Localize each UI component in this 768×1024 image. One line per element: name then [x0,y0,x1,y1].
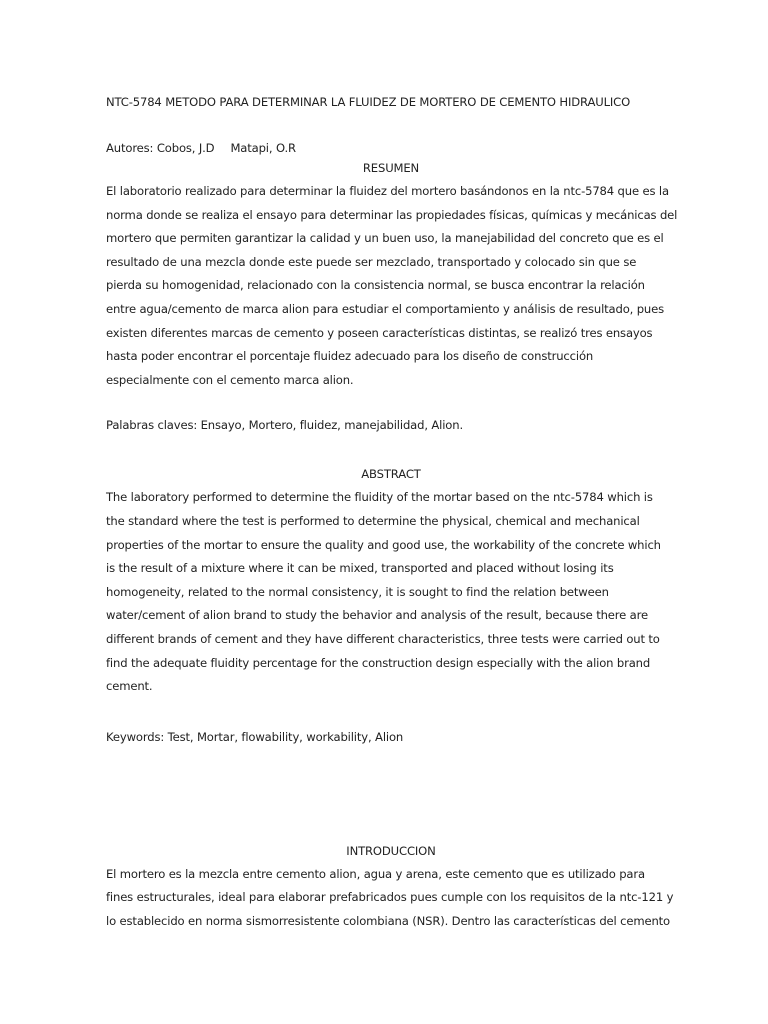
resumen-paragraph [106,180,678,392]
abstract-line: homogeneity, related to the normal consistency, it is sought to find the relation between [106,584,609,599]
resumen-heading: RESUMEN [362,161,420,175]
resumen-line: entre agua/cemento de marca alion para estudiar el comportamiento y análisis de resultado, pues [106,301,664,316]
resumen-line: El laboratorio realizado para determinar la fluidez del mortero basándonos en la ntc-5784 que es la [106,184,669,198]
authors-line [106,140,666,156]
resumen-line: resultado de una mezcla donde este puede ser mezclado, transportado y colocado sin que se [106,254,637,269]
introduccion-line: El mortero es la mezcla entre cemento alion, agua y arena, este cemento que es utilizado para [106,866,645,881]
introduccion-heading: INTRODUCCION [346,843,436,858]
abstract-line: The laboratory performed to determine the fluidity of the mortar based on the ntc-5784 which is [106,490,653,505]
keywords-english: Keywords: Test, Mortar, flowability, workability, Alion [106,729,404,744]
abstract-line: find the adequate fluidity percentage for the construction design especially with the alion brand [106,655,651,670]
abstract-line: properties of the mortar to ensure the quality and good use, the workability of the concrete which [106,537,661,552]
abstract-line: water/cement of alion brand to study the behavior and analysis of the result, because there are [106,608,648,623]
resumen-line: existen diferentes marcas de cemento y poseen características distintas, se realizó tres ensayos [106,325,653,340]
introduccion-paragraph [106,863,674,934]
abstract-line: different brands of cement and they have different characteristics, three tests were carried out to [106,631,660,646]
resumen-line: norma donde se realiza el ensayo para determinar las propiedades físicas, químicas y mecánicas del [106,207,678,222]
introduccion-line: lo establecido en norma sismorresistente colombiana (NSR). Dentro las características del cemento [106,913,670,928]
document-body [106,94,678,933]
abstract-heading: ABSTRACT [361,467,421,482]
resumen-line: especialmente con el cemento marca alion. [106,372,354,387]
resumen-line: mortero que permiten garantizar la calidad y un buen uso, la manejabilidad del concreto que es el [106,231,664,246]
abstract-line: cement. [106,679,153,694]
author-primary: Autores: Cobos, J.D [106,141,215,155]
document-title: NTC-5784 METODO PARA DETERMINAR LA FLUIDEZ DE MORTERO DE CEMENTO HIDRAULICO [106,95,631,109]
abstract-paragraph [106,486,666,698]
abstract-line: is the result of a mixture where it can be mixed, transported and placed without losing its [106,561,614,576]
introduccion-line: fines estructurales, ideal para elaborar prefabricados pues cumple con los requisitos de la ntc-121 y [106,890,674,905]
resumen-line: hasta poder encontrar el porcentaje fluidez adecuado para los diseño de construcción [106,349,594,364]
palabras-claves: Palabras claves: Ensayo, Mortero, fluidez, manejabilidad, Alion. [106,418,463,433]
resumen-line: pierda su homogenidad, relacionado con la consistencia normal, se busca encontrar la relación [106,278,645,293]
abstract-line: the standard where the test is performed to determine the physical, chemical and mechanical [106,513,640,528]
author-secondary: Matapi, O.R [230,141,296,155]
